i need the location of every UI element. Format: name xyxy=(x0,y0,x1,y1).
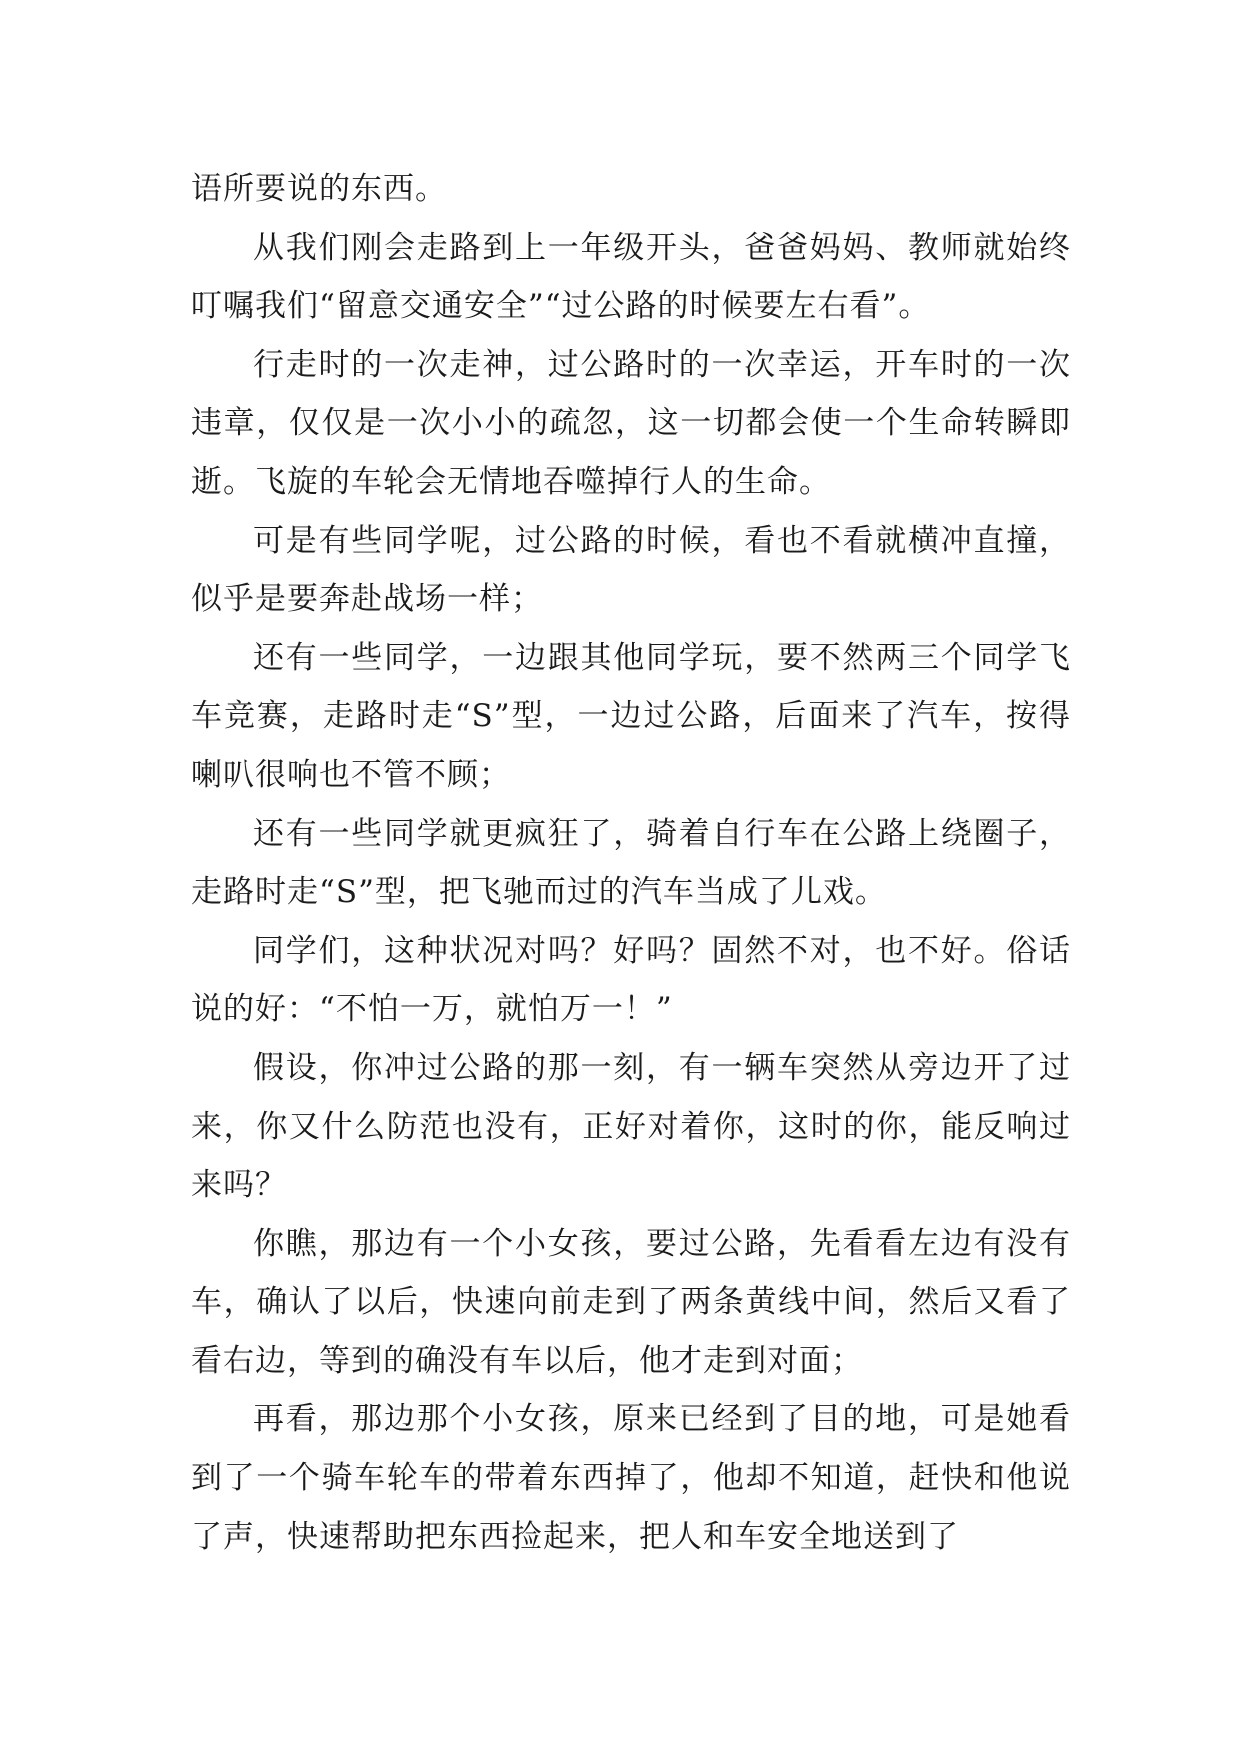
paragraph-10: 再看，那边那个小女孩，原来已经到了目的地，可是她看到了一个骑车轮车的带着东西掉了，他却不知道，赶快和他说了声，快速帮助把东西捡起来，把人和车安全地送到了 xyxy=(191,1401,1071,1555)
paragraph-1: 语所要说的东西。 xyxy=(191,171,447,207)
paragraph-7: 同学们，这种状况对吗？好吗？固然不对，也不好。俗话说的好：“不怕一万，就怕万一！” xyxy=(191,932,1071,1028)
paragraph-9: 你瞧，那边有一个小女孩，要过公路，先看看左边有没有车，确认了以后，快速向前走到了两条黄线中间，然后又看了看右边，等到的确没有车以后，他才走到对面； xyxy=(191,1225,1071,1379)
paragraph-2: 从我们刚会走路到上一年级开头，爸爸妈妈、教师就始终叮嘱我们“留意交通安全”“过公路的时候要左右看”。 xyxy=(191,229,1071,325)
paragraph-3: 行走时的一次走神，过公路时的一次幸运，开车时的一次违章，仅仅是一次小小的疏忽，这一切都会使一个生命转瞬即逝。飞旋的车轮会无情地吞噬掉行人的生命。 xyxy=(191,346,1071,500)
paragraph-6: 还有一些同学就更疯狂了，骑着自行车在公路上绕圈子，走路时走“S”型，把飞驰而过的汽车当成了儿戏。 xyxy=(191,815,1071,911)
paragraph-4: 可是有些同学呢，过公路的时候，看也不看就横冲直撞，似乎是要奔赴战场一样； xyxy=(191,522,1071,618)
paragraph-8: 假设，你冲过公路的那一刻，有一辆车突然从旁边开了过来，你又什么防范也没有，正好对着你，这时的你，能反响过来吗？ xyxy=(191,1049,1071,1204)
paragraph-5: 还有一些同学，一边跟其他同学玩，要不然两三个同学飞车竞赛，走路时走“S”型，一边过公路，后面来了汽车，按得喇叭很响也不管不顾； xyxy=(191,639,1071,793)
document-body xyxy=(191,160,1071,1566)
